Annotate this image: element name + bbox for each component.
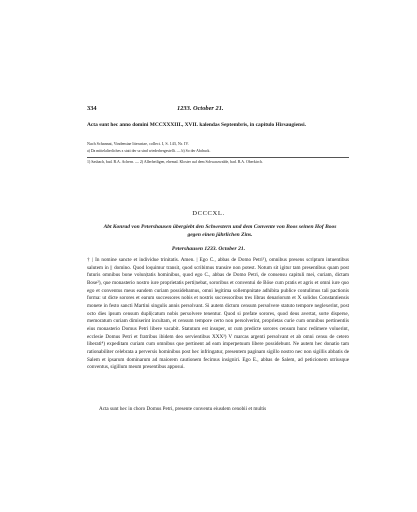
charter-text — [87, 257, 349, 405]
charter-paragraph: † | In nomine sancte et individue trinitatis. Amen. | Ego C., abbas de Domo Petri¹), omnibus presens scriptum intuentibus salutem in || domino. Quod loquimur transit, quod scribimus transire non potest. Notum sit igitur tam presentibus quam post futuris omnibus bone volun|tatis hominibus, quod ego C., abbas de Domo Petri, de consensu capituli mei, curiam, dictam Bose²), que monasterio nostro iure proprietatis perti|nebat, sororibus et conventui de Böse cum pratis et agris et omni iure quo ego et conventus meus eandem curiam possidebamus, omni legitima sollempnitate adhibita publice contulimus tali pactionis forma: ut dicte sorores et earum successores nobis et nostris successoribus tres libras denariorum et X solidos Constantiensis monete in festo sancti Martini singulis annis persolvant. Si autem dictum censum persolvere statuto tempore neglexerint, post octo dies ipsum censum dupli|catum nobis persolvere tenentur. Quod si prefate sorores, quod deus avertat, sorte disperse, memoratum curiam dimiserint incultam, et censum tempore certo non persolverint, proprietas curie cum omnibus pertinentiis eius monasterio Domus Petri libere vacabit. Statutum est insuper, ut cum predicte sorores censum hunc redimere voluerint, ecclesie Domus Petri et fratribus ibidem deo servientibus XXX³) V marcas argenti persolvant et ab omni censu de cetero liberati⁴) expeditam curiam cum omnibus que pertinent ad eam imperpetuum libere possidebunt. Ne autem hec donatio tam rationabiliter celebrata a perversis hominibus post hec infringatur, presentem paginam sigillo nostro nec non sigillis abbatis de Salem et ipsarum dominarum ad maiorem cautionem fecimus insigniri. Ego E., abbas de Salem, ad peticionem utriusque conventus, sigillum meum presentibus apposui. — [87, 257, 349, 371]
place-date-line: Petershausen 1233. October 21. — [171, 246, 246, 252]
closing-statement: Acta sunt hec in choro Domus Petri, presente conventu eiusdem cenobii et multis — [99, 406, 267, 412]
header-date: 1233. October 21. — [177, 105, 224, 112]
running-header — [87, 104, 349, 114]
source-note: Nach Schannat, Vindemiae literariae, collect. I, S. 143, Nr. IV. — [87, 141, 189, 146]
document-summary: Abt Konrad von Petershausen übergiebt den Schwestern und dem Convente von Boos seinen Hof Boos gegen einen jährlichen Zins. — [103, 224, 337, 238]
place-footnote: 1) Sasbach, bad. B.A. Achern. — 2) Allerheiligen, ehemal. Kloster auf dem Schwarzwalde, bad. B.A. Oberkirch. — [87, 160, 263, 164]
closing-statement-previous: Acta sunt hec anno domini MCCXXXIII., XVII. kalendas Septembris, in capitulo Hirsaugiensi. — [87, 122, 306, 128]
document-number: DCCCXL. — [192, 210, 225, 217]
page-number: 334 — [87, 105, 97, 112]
footnote-divider — [87, 157, 349, 158]
text-footnote: a) Da mittelalterliches z statt der sz sind wiederhergestellt. — b) So der Abdruck. — [87, 149, 211, 153]
